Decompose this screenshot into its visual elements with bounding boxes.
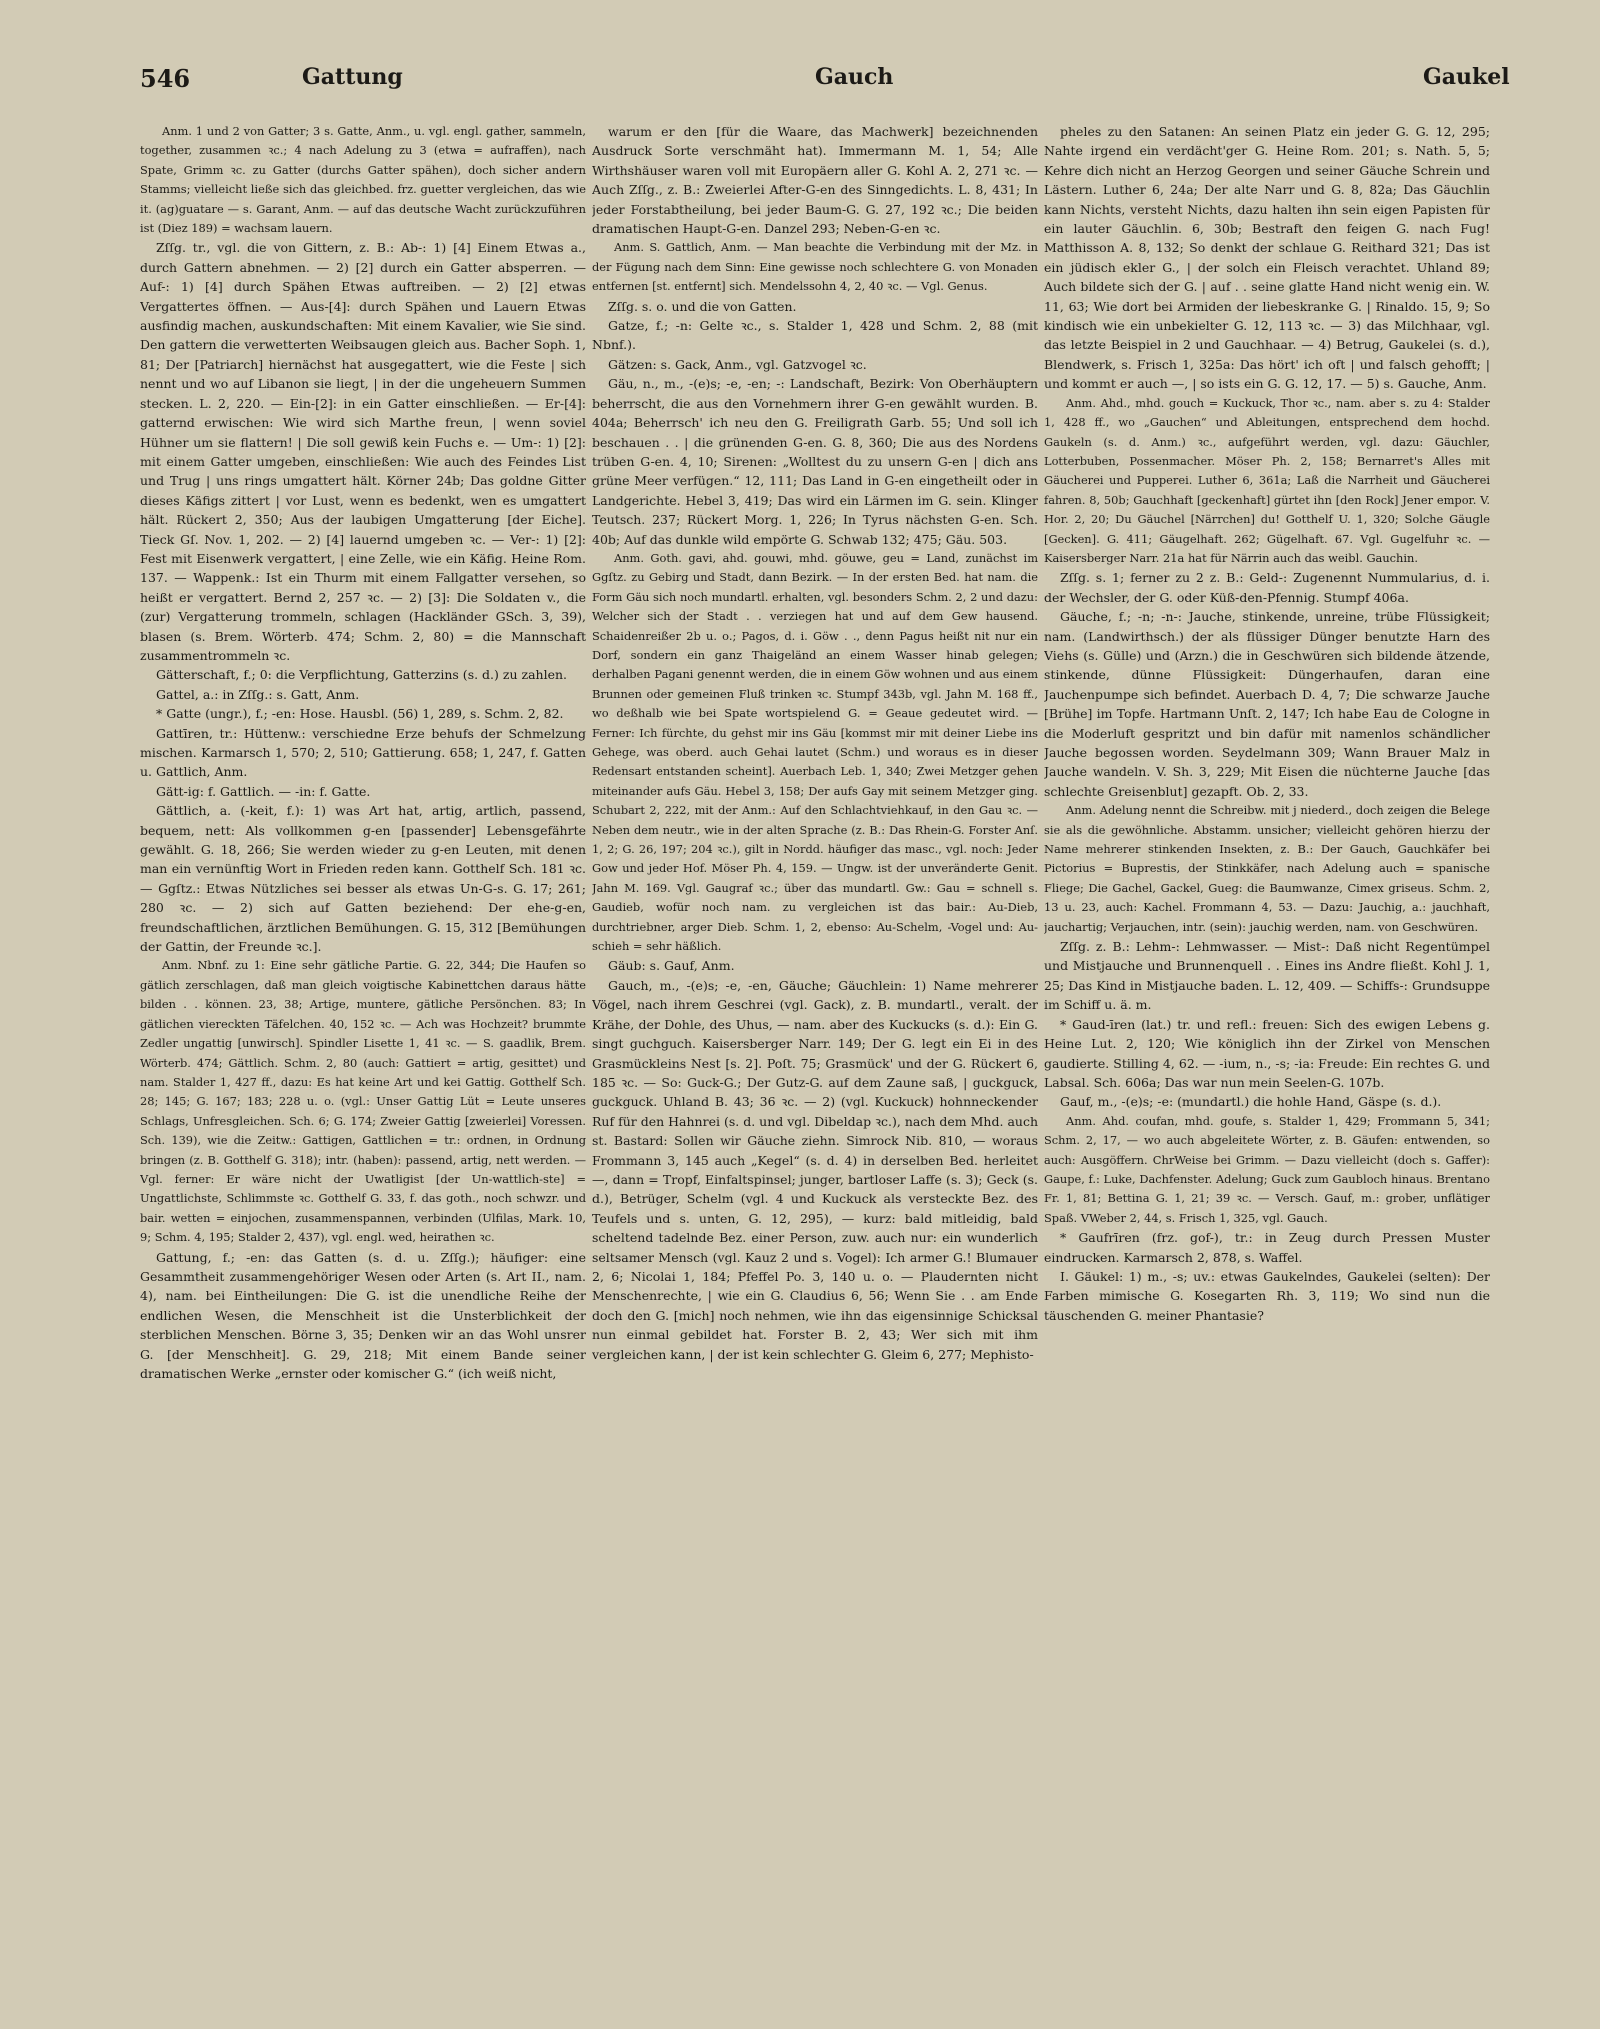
- entry-paragraph: Gattel, a.: in Zſſg.: s. Gatt, Anm.: [156, 686, 360, 702]
- text-column-middle: [592, 122, 1038, 2012]
- entry-paragraph: Gätt-ig: f. Gattlich. — -in: f. Gatte.: [156, 783, 371, 799]
- text-column-right: [1044, 122, 1490, 2012]
- entry-paragraph: Gäu, n., m., -(e)s; -e, -en; -: Landschaft, Bezirk: Von Oberhäuptern beherrscht, die aus den Vornehmern ihrer G-en gewählt wurden. B. 404a; Beherrsch' ich neu den G. Freiligrath Garb. 55; Und soll ich beschauen . . | die grünenden G-en. G. 8, 360; Die aus des Nordens trüben G-en. 4, 10; Sirenen: „Wolltest du zu unsern G-en | dich ans grüne Meer verfügen.“ 12, 111; Das Land in G-en eingetheilt oder in Landgerichte. Hebel 3, 419; Das wird ein Lärmen im G. sein. Klinger Teutsch. 237; Rückert Morg. 1, 226; In Tyrus nächsten G-en. Sch. 40b; Auf das dunkle wild empörte G. Schwab 132; 475; Gäu. 503.: [592, 376, 1038, 547]
- annotation-paragraph: Anm. Goth. gavi, ahd. gouwi, mhd. göuwe, geu = Land, zunächst im Ggſtz. zu Gebirg und Stadt, dann Bezirk. — In der ersten Bed. hat nam. die Form Gäu sich noch mundartl. erhalten, vgl. besonders Schm. 2, 2 und dazu: Welcher sich der Stadt . . verziegen hat und auf dem Gew hausend. Schaidenreißer 2b u. o.; Pagos, d. i. Göw . ., denn Pagus heißt nit nur ein Dorf, sondern ein ganz Thaigeländ an einem Wasser hinab gelegen; derhalben Pagani genennt werden, die in einem Göw wohnen und aus einem Brunnen oder gemeinen Fluß trinken ꝛc. Stumpf 343b, vgl. Jahn M. 168 ff., wo deßhalb wie bei Spate wortspielend G. = Geaue gedeutet wird. — Ferner: Ich fürchte, du gehst mir ins Gäu [kommst mir mit deiner Liebe ins Gehege, was oberd. auch Gehai lautet (Schm.) und woraus es in dieser Redensart entstanden scheint]. Auerbach Leb. 1, 340; Zwei Metzger gehen miteinander aufs Gäu. Hebel 3, 158; Der aufs Gay mit seinem Metzger ging. Schubart 2, 222, mit der Anm.: Auf den Schlachtviehkauf, in den Gau ꝛc. — Neben dem neutr., wie in der alten Sprache (z. B.: Das Rhein-G. Forster Anſ. 1, 2; G. 26, 197; 204 ꝛc.), gilt in Nordd. häufiger das masc., vgl. noch: Jeder Gow und jeder Hof. Möser Ph. 4, 159. — Ungw. ist der unveränderte Genit. Jahn M. 169. Vgl. Gaugraf ꝛc.; über das mundartl. Gw.: Gau = schnell s. Gaudieb, wofür noch nam. zu vergleichen ist das bair.: Au-Dieb, durchtriebner, arger Dieb. Schm. 1, 2, ebenso: Au-Schelm, -Vogel und: Au-schieh = sehr häßlich.: [592, 550, 1038, 954]
- annotation-paragraph: Anm. Ahd., mhd. gouch = Kuckuck, Thor ꝛc., nam. aber s. zu 4: Stalder 1, 428 ff., wo „Gauchen“ und Ableitungen, entsprechend dem hochd. Gaukeln (s. d. Anm.) ꝛc., aufgeführt werden, vgl. dazu: Gäuchler, Lotterbuben, Possenmacher. Möser Ph. 2, 158; Bernarret's Alles mit Gäucherei und Pupperei. Luther 6, 361a; Laß die Narrheit und Gäucherei fahren. 8, 50b; Gauchhaft [geckenhaft] gürtet ihn [den Rock] Jener empor. V. Hor. 2, 20; Du Gäuchel [Närrchen] du! Gotthelf U. 1, 320; Solche Gäugle [Gecken]. G. 411; Gäugelhaft. 262; Gügelhaft. 67. Vgl. Gugelfuhr ꝛc. — Kaisersberger Narr. 21a hat für Närrin auch das weibl. Gauchin.: [1044, 395, 1490, 565]
- entry-paragraph: Gattung, f.; -en: das Gatten (s. d. u. Zſſg.); häufiger: eine Gesammtheit zusammengehöriger Wesen oder Arten (s. Art II., nam. 4), nam. bei Eintheilungen: Die G. ist die unendliche Reihe der endlichen Wesen, die Menschheit ist die Unsterblichkeit der sterblichen Menschen. Börne 3, 35; Denken wir an das Wohl unsrer G. [der Menschheit]. G. 29, 218; Mit einem Bande seiner dramatischen Werke „ernster oder komischer G.“ (ich weiß nicht,: [140, 1249, 586, 1381]
- entry-paragraph: Gäuche, f.; -n; -n-: Jauche, stinkende, unreine, trübe Flüssigkeit; nam. (Landwirthsch.) der als flüssiger Dünger benutzte Harn des Viehs (s. Gülle) und (Arzn.) die in Geschwüren sich bildende ätzende, stinkende, dünne Flüssigkeit: Düngerhaufen, daran eine Jauchenpumpe sich befindet. Auerbach D. 4, 7; Die schwarze Jauche [Brühe] im Topfe. Hartmann Unſt. 2, 147; Ich habe Eau de Cologne in die Moderluft gespritzt und bin dafür mit namenlos schändlicher Jauche begossen worden. Seydelmann 309; Wann Brauer Malz in Jauche wandeln. V. Sh. 3, 229; Mit Eisen die nüchterne Jauche [das schlechte Greisenblut] gezapft. Ob. 2, 33.: [1044, 609, 1490, 799]
- annotation-paragraph: Anm. Ahd. coufan, mhd. goufe, s. Stalder 1, 429; Frommann 5, 341; Schm. 2, 17, — wo auch abgeleitete Wörter, z. B. Gäufen: entwenden, so auch: Ausgöffern. ChrWeise bei Grimm. — Dazu vielleicht (doch s. Gaffer): Gaupe, f.: Luke, Dachfenster. Adelung; Guck zum Gaubloch hinaus. Brentano Fr. 1, 81; Bettina G. 1, 21; 39 ꝛc. — Versch. Gauf, m.: grober, unflätiger Spaß. VWeber 2, 44, s. Frisch 1, 325, vgl. Gauch.: [1044, 1113, 1490, 1225]
- entry-paragraph: Gatze, f.; -n: Gelte ꝛc., s. Stalder 1, 428 und Schm. 2, 88 (mit Nbnf.).: [592, 318, 1038, 353]
- entry-paragraph: Gäub: s. Gauf, Anm.: [608, 958, 735, 974]
- entry-paragraph: warum er den [für die Waare, das Machwerk] bezeichnenden Ausdruck Sorte verschmäht hat). Immermann M. 1, 54; Alle Wirthshäuser waren voll mit Europäern aller G. Kohl A. 2, 271 ꝛc. — Auch Zſſg., z. B.: Zweierlei After-G-en des Sinngedichts. L. 8, 431; In jeder Forstabtheilung, bei jeder Baum-G. G. 27, 192 ꝛc.; Die beiden dramatischen Haupt-G-en. Danzel 293; Neben-G-en ꝛc.: [592, 124, 1038, 237]
- annotation-paragraph: Anm. Nbnf. zu 1: Eine sehr gätliche Partie. G. 22, 344; Die Haufen so gätlich zerschlagen, daß man gleich voigtische Kabinettchen daraus hätte bilden . . können. 23, 38; Artige, muntere, gätliche Persönchen. 83; In gätlichen viereckten Täfelchen. 40, 152 ꝛc. — Ach was Hochzeit? brummte Zedler ungattig [unwirsch]. Spindler Lisette 1, 41 ꝛc. — S. gaadlik, Brem. Wörterb. 474; Gättlich. Schm. 2, 80 (auch: Gattiert = artig, gesittet) und nam. Stalder 1, 427 ff., dazu: Es hat keine Art und kei Gattig. Gotthelf Sch. 28; 145; G. 167; 183; 228 u. o. (vgl.: Unser Gattig Lüt = Leute unseres Schlags, Unfresgleichen. Sch. 6; G. 174; Zweier Gattig [zweierlei] Voressen. Sch. 139), wie die Zeitw.: Gattigen, Gattlichen = tr.: ordnen, in Ordnung bringen (z. B. Gotthelf G. 318); intr. (haben): passend, artig, nett werden. — Vgl. ferner: Er wäre nicht der Uwatligist [der Un-wattlich-ste] = Ungattlichste, Schlimmste ꝛc. Gotthelf G. 33, f. das goth., noch schwzr. und bair. wetten = einjochen, zusammenspannen, verbinden (Ulfilas, Mark. 10, 9; Schm. 4, 195; Stalder 2, 437), vgl. engl. wed, heirathen ꝛc.: [140, 958, 586, 1245]
- entry-paragraph: Gätterschaft, f.; 0: die Verpflichtung, Gatterzins (s. d.) zu zahlen.: [156, 667, 567, 683]
- entry-paragraph: * Gatte (ungr.), f.; -en: Hose. Hausbl. (56) 1, 289, s. Schm. 2, 82.: [156, 706, 564, 722]
- entry-paragraph: Zſſg. s. o. und die von Gatten.: [608, 298, 797, 314]
- running-header: [140, 64, 1550, 98]
- entry-paragraph: Gätzen: s. Gack, Anm., vgl. Gatzvogel ꝛc.: [608, 356, 867, 372]
- headword-center: Gauch: [815, 64, 894, 90]
- entry-paragraph: Zſſg. tr., vgl. die von Gittern, z. B.: Ab-: 1) [4] Einem Etwas a., durch Gattern abnehmen. — 2) [2] durch ein Gatter absperren. — Auf-: 1) [4] durch Spähen Etwas auftreiben. — 2) [2] etwas Vergattertes öffnen. — Aus-[4]: durch Spähen und Lauern Etwas ausfindig machen, auskundschaften: Mit einem Kavalier, wie Sie sind. Den gattern die verwetterten Weibsaugen gleich aus. Bacher Soph. 1, 81; Der [Patriarch] hiernächst hat ausgegattert, wie die Feste | sich nennt und wo auf Libanon sie liegt, | in der die ungeheuern Summen stecken. L. 2, 220. — Ein-[2]: in ein Gatter einschließen. — Er-[4]: gatternd erwischen: Wie wird sich Marthe freun, | wenn soviel Hühner um sie flattern! | Die soll gewiß kein Fuchs e. — Um-: 1) [2]: mit einem Gatter umgeben, einschließen: Wie auch des Feindes List und Trug | uns rings umgattert hält. Körner 24b; Das goldne Gitter dieses Käfigs zittert | vor Lust, wenn es bedenkt, wen es umgattert hält. Rückert 2, 350; Aus der laubigen Umgatterung [der Eiche]. Tieck Gſ. Nov. 1, 202. — 2) [4] lauernd umgeben ꝛc. — Ver-: 1) [2]: Fest mit Eisenwerk vergattert, | eine Zelle, wie ein Käfig. Heine Rom. 137. — Wappenk.: Ist ein Thurm mit einem Fallgatter versehen, so heißt er vergattert. Bernd 2, 257 ꝛc. — 2) [3]: Die Soldaten v., die (zur) Vergatterung trommeln, schlagen (Hackländer GSch. 3, 39), blasen (s. Brem. Wörterb. 474; Schm. 2, 80) = die Mannschaft zusammentrommeln ꝛc.: [140, 240, 586, 663]
- entry-paragraph: Gattīren, tr.: Hüttenw.: verschiedne Erze behufs der Schmelzung mischen. Karmarsch 1, 570; 2, 510; Gattierung. 658; 1, 247, f. Gatten u. Gattlich, Anm.: [140, 725, 586, 780]
- entry-paragraph: Zſſg. z. B.: Lehm-: Lehmwasser. — Mist-: Daß nicht Regentümpel und Mistjauche und Brunnenquell . . Eines ins Andre fließt. Kohl J. 1, 25; Das Kind in Mistjauche baden. L. 12, 409. — Schiffs-: Grundsuppe im Schiff u. ä. m.: [1044, 939, 1490, 1013]
- annotation-paragraph: Anm. Adelung nennt die Schreibw. mit j niederd., doch zeigen die Belege sie als die gewöhnliche. Abstamm. unsicher; vielleicht gehören hierzu der Name mehrerer stinkenden Insekten, z. B.: Der Gauch, Gauchkäfer bei Pictorius = Buprestis, der Stinkkäfer, nach Adelung auch = spanische Fliege; Die Gachel, Gackel, Gueg: die Baumwanze, Cimex griseus. Schm. 2, 13 u. 23, auch: Kachel. Frommann 4, 53. — Dazu: Jauchig, a.: jauchhaft, jauchartig; Verjauchen, intr. (sein): jauchig werden, nam. von Geschwüren.: [1044, 803, 1490, 934]
- entry-paragraph: Gättlich, a. (-keit, f.): 1) was Art hat, artig, artlich, passend, bequem, nett: Als vollkommen g-en [passender] Lebensgefährte gewählt. G. 18, 266; Sie werden wieder zu g-en Leuten, mit denen man ein vernünftig Wort in Frieden reden kann. Gotthelf Sch. 181 ꝛc. — Ggſtz.: Etwas Nützliches sei besser als etwas Un-G-s. G. 17; 261; 280 ꝛc. — 2) sich auf Gatten beziehend: Der ehe-g-en, freundschaftlichen, ärztlichen Bemühungen. G. 15, 312 [Bemühungen der Gattin, der Freunde ꝛc.].: [140, 803, 586, 955]
- annotation-paragraph: Anm. S. Gattlich, Anm. — Man beachte die Verbindung mit der Mz. in der Fügung nach dem Sinn: Eine gewisse noch schlechtere G. von Monaden entfernen [st. entfernt] sich. Mendelssohn 4, 2, 40 ꝛc. — Vgl. Genus.: [592, 240, 1038, 294]
- headword-left: Gattung: [302, 64, 403, 90]
- entry-paragraph: Zſſg. s. 1; ferner zu 2 z. B.: Geld-: Zugenennt Nummularius, d. i. der Wechsler, der G. oder Küß-den-Pfennig. Stumpf 406a.: [1044, 570, 1490, 605]
- entry-paragraph: I. Gäukel: 1) m., -s; uv.: etwas Gaukelndes, Gaukelei (selten): Der Farben mimische G. Kosegarten Rh. 3, 119; Wo sind nun die täuschenden G. meiner Phantasie?: [1044, 1268, 1490, 1323]
- entry-paragraph: pheles zu den Satanen: An seinen Platz ein jeder G. G. 12, 295; Nahte irgend ein verdächt'ger G. Heine Rom. 201; s. Nath. 5, 5; Kehre dich nicht an Herzog Georgen und seiner Gäuche Schrein und Lästern. Luther 6, 24a; Der alte Narr und G. 8, 82a; Das Gäuchlin kann Nichts, versteht Nichts, dazu halten ihn sein eigen Papisten für ein lauter Gäuchlin. 6, 30b; Bestraft den feigen G. nach Fug! Matthisson A. 8, 132; So denkt der schlaue G. Reithard 321; Das ist ein jüdisch ekler G., | der solch ein Fleisch verachtet. Uhland 89; Auch bildete sich der G. | auf . . seine glatte Hand nicht wenig ein. W. 11, 63; Wie dort bei Armiden der liebeskranke G. | Rinaldo. 15, 9; So kindisch wie ein unbekielter G. 12, 113 ꝛc. — 3) das Milchhaar, vgl. das letzte Beispiel in 2 und Gauchhaar. — 4) Betrug, Gaukelei (s. d.), Blendwerk, s. Frisch 1, 325a: Das hört' ich oft | und falsch gehofft; | und kommt er auch —, | so ists ein G. G. 12, 17. — 5) s. Gauche, Anm.: [1044, 124, 1490, 392]
- annotation-paragraph: Anm. 1 und 2 von Gatter; 3 s. Gatte, Anm., u. vgl. engl. gather, sammeln, together, zusammen ꝛc.; 4 nach Adelung zu 3 (etwa = aufraffen), nach Spate, Grimm ꝛc. zu Gatter (durchs Gatter spähen), doch sicher andern Stamms; vielleicht ließe sich das gleichbed. frz. guetter vergleichen, das wie it. (ag)guatare — s. Garant, Anm. — auf das deutsche Wacht zurückzuführen ist (Diez 189) = wachsam lauern.: [140, 124, 586, 236]
- entry-paragraph: * Gaufrīren (frz. gof-), tr.: in Zeug durch Pressen Muster eindrucken. Karmarsch 2, 878, s. Waffel.: [1044, 1230, 1490, 1265]
- page-number: 546: [140, 64, 191, 93]
- entry-paragraph: Gauch, m., -(e)s; -e, -en, Gäuche; Gäuchlein: 1) Name mehrerer Vögel, nach ihrem Geschrei (vgl. Gack), z. B. mundartl., veralt. der Krähe, der Dohle, des Uhus, — nam. aber des Kuckucks (s. d.): Ein G. singt guchguch. Kaisersberger Narr. 149; Der G. legt ein Ei in des Grasmückleins Nest [s. 2]. Poſt. 75; Grasmück' und der G. Rückert 6, 185 ꝛc. — So: Guck-G.; Der Gutz-G. auf dem Zaune saß, | guckguck, guckguck. Uhland B. 43; 36 ꝛc. — 2) (vgl. Kuckuck) hohnneckender Ruf für den Hahnrei (s. d. und vgl. Dibeldap ꝛc.), nach dem Mhd. auch st. Bastard: Sollen wir Gäuche ziehn. Simrock Nib. 810, — woraus Frommann 3, 145 auch „Kegel“ (s. d. 4) in derselben Bed. herleitet —, dann = Tropf, Einfaltspinsel; junger, bartloser Laffe (s. 3); Geck (s. d.), Betrüger, Schelm (vgl. 4 und Kuckuck als versteckte Bez. des Teufels und s. unten, G. 12, 295), — kurz: bald mitleidig, bald scheltend tadelnde Bez. einer Person, zuw. auch nur: ein wunderlich seltsamer Mensch (vgl. Kauz 2 und s. Vogel): Ich armer G.! Blumauer 2, 6; Nicolai 1, 184; Pfeffel Po. 3, 140 u. o. — Plaudernten nicht Menschenrechte, | wie ein G. Claudius 6, 56; Wenn Sie . . am Ende doch den G. [mich] noch nehmen, wie ihn das eigensinnige Schicksal nun einmal gebildet hat. Forster B. 2, 43; Wer sich mit ihm vergleichen kann, | der ist kein schlechter G. Gleim 6, 277; Mephisto-: [592, 977, 1038, 1362]
- headword-right: Gaukel: [1423, 64, 1510, 90]
- entry-paragraph: Gauf, m., -(e)s; -e: (mundartl.) die hohle Hand, Gäspe (s. d.).: [1060, 1094, 1442, 1110]
- entry-paragraph: * Gaud-īren (lat.) tr. und refl.: freuen: Sich des ewigen Lebens g. Heine Lut. 2, 120; Wie königlich ihn der Zirkel von Menschen gaudierte. Stilling 4, 62. — -ium, n., -s; -ia: Freude: Ein rechtes G. und Labsal. Sch. 606a; Das war nun mein Seelen-G. 107b.: [1044, 1016, 1490, 1090]
- text-column-left: [140, 122, 586, 2012]
